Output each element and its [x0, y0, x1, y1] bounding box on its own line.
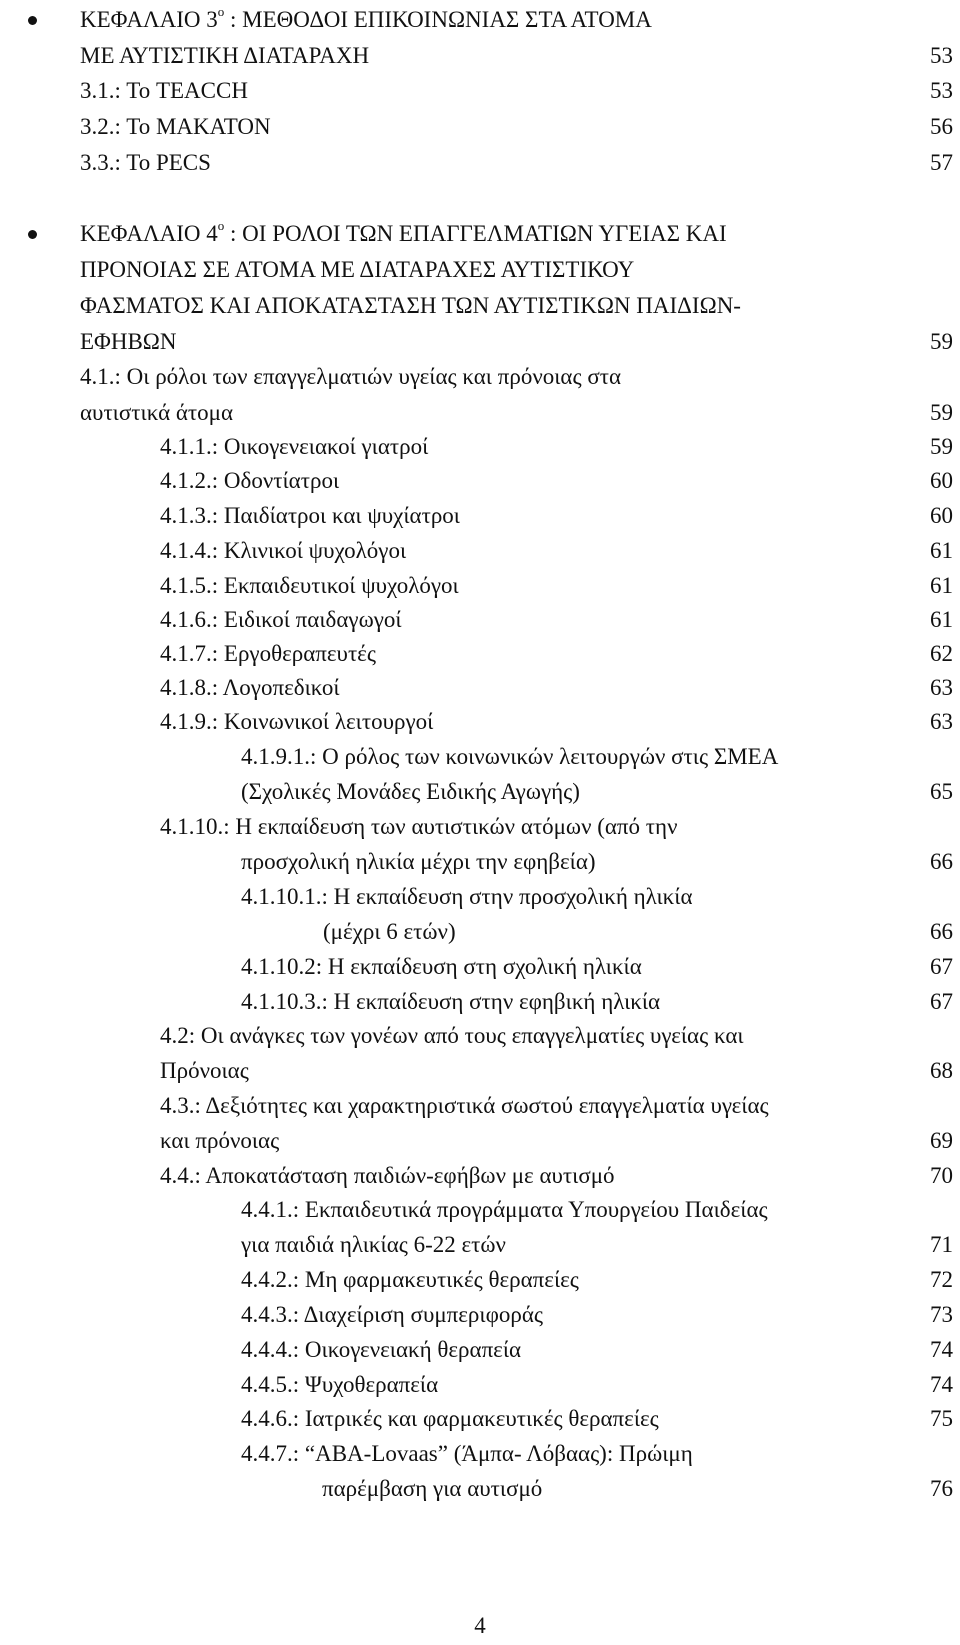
- toc-line: [0, 429, 960, 465]
- toc-entry-text: αυτιστικά άτομα: [80, 400, 234, 425]
- toc-entry-text: ΠΡΟΝΟΙΑΣ ΣΕ ΑΤΟΜΑ ΜΕ ΔΙΑΤΑΡΑΧΕΣ ΑΥΤΙΣΤΙΚΟΥ: [80, 257, 635, 282]
- ordinal-superscript: ο: [217, 218, 225, 234]
- toc-entry-text: 4.1.10.1.: Η εκπαίδευση στην προσχολική ηλικία: [241, 884, 693, 909]
- toc-line: [0, 498, 960, 534]
- toc-entry-text: 4.1.9.: Κοινωνικοί λειτουργοί: [160, 709, 434, 734]
- toc-page-number: 74: [930, 1337, 953, 1362]
- toc-page-number: 66: [930, 849, 953, 874]
- toc-entry-text: 4.1.6.: Ειδικοί παιδαγωγοί: [160, 607, 402, 632]
- toc-entry-text: 4.1.3.: Παιδίατροι και ψυχίατροι: [160, 503, 460, 528]
- toc-page-number: 68: [930, 1058, 953, 1083]
- bullet-icon: [28, 16, 37, 25]
- toc-page-number: 67: [930, 954, 953, 979]
- toc-line: [0, 1367, 960, 1403]
- toc-line: [0, 568, 960, 604]
- toc-entry-text: 3.3.: Το PECS: [80, 150, 211, 175]
- toc-line: [0, 288, 960, 324]
- toc-line: [0, 1158, 960, 1194]
- toc-line: [0, 739, 960, 775]
- toc-line: [0, 395, 960, 431]
- toc-line: [0, 1471, 960, 1507]
- toc-entry-text-part: ΚΕΦΑΛΑΙΟ 4: [80, 221, 218, 246]
- toc-line: [0, 38, 960, 74]
- toc-entry-text-part: : ΟΙ ΡΟΛΟΙ ΤΩΝ ΕΠΑΓΓΕΛΜΑΤΙΩΝ ΥΓΕΙΑΣ ΚΑΙ: [224, 221, 727, 246]
- ordinal-superscript: ο: [217, 4, 225, 20]
- toc-line: [0, 216, 960, 252]
- toc-page-number: 60: [930, 468, 953, 493]
- bullet-icon: [28, 230, 37, 239]
- toc-entry-text: 4.4.4.: Οικογενειακή θεραπεία: [241, 1337, 522, 1362]
- toc-page-number: 59: [930, 400, 953, 425]
- toc-page-number: 56: [930, 114, 953, 139]
- toc-line: [0, 1227, 960, 1263]
- toc-page-number: 76: [930, 1476, 953, 1501]
- toc-page-number: 63: [930, 709, 953, 734]
- toc-entry-text: 4.4.7.: “ABA-Lovaas” (Άμπα- Λόβαας): Πρώιμη: [241, 1441, 693, 1466]
- toc-entry-text: 4.4.3.: Διαχείριση συμπεριφοράς: [241, 1302, 544, 1327]
- toc-line: [0, 670, 960, 706]
- toc-line: [0, 1192, 960, 1228]
- toc-page-number: 61: [930, 607, 953, 632]
- toc-line: [0, 1297, 960, 1333]
- toc-page-number: 73: [930, 1302, 953, 1327]
- toc-entry-text: (Σχολικές Μονάδες Ειδικής Αγωγής): [241, 779, 580, 804]
- toc-page-number: 71: [930, 1232, 953, 1257]
- toc-entry-text: 4.4.6.: Ιατρικές και φαρμακευτικές θεραπείες: [241, 1406, 659, 1431]
- toc-entry-text: 4.1.8.: Λογοπεδικοί: [160, 675, 340, 700]
- toc-entry-text: παρέμβαση για αυτισμό: [322, 1476, 543, 1501]
- toc-entry-text: 4.1.5.: Εκπαιδευτικοί ψυχολόγοι: [160, 573, 459, 598]
- toc-entry-text: και πρόνοιας: [160, 1128, 280, 1153]
- toc-entry-text: ΜΕ ΑΥΤΙΣΤΙΚΗ ΔΙΑΤΑΡΑΧΗ: [80, 43, 370, 68]
- toc-entry-text: για παιδιά ηλικίας 6-22 ετών: [241, 1232, 506, 1257]
- toc-page-number: 65: [930, 779, 953, 804]
- toc-line: [0, 809, 960, 845]
- toc-page-number: 60: [930, 503, 953, 528]
- toc-page-number: 57: [930, 150, 953, 175]
- toc-page-number: 53: [930, 78, 953, 103]
- toc-entry-text-part: ΚΕΦΑΛΑΙΟ 3: [80, 7, 218, 32]
- toc-line: [0, 1088, 960, 1124]
- toc-entry-text: 4.1.2.: Οδοντίατροι: [160, 468, 340, 493]
- toc-entry-text: 3.1.: Το TEACCH: [80, 78, 248, 103]
- toc-entry-text: ΦΑΣΜΑΤΟΣ ΚΑΙ ΑΠΟΚΑΤΑΣΤΑΣΗ ΤΩΝ ΑΥΤΙΣΤΙΚΩΝ ΠΑΙΔΙΩΝ-: [80, 293, 741, 318]
- toc-page-number: 66: [930, 919, 953, 944]
- toc-entry-text: 4.1.7.: Εργοθεραπευτές: [160, 641, 376, 666]
- toc-line: [0, 636, 960, 672]
- toc-line: [0, 1401, 960, 1437]
- toc-line: [0, 1123, 960, 1159]
- toc-page-number: 74: [930, 1372, 953, 1397]
- toc-entry-text: 4.2: Οι ανάγκες των γονέων από τους επαγγελματίες υγείας και: [160, 1023, 744, 1048]
- toc-entry-text: 4.1.10.2: Η εκπαίδευση στη σχολική ηλικία: [241, 954, 642, 979]
- toc-entry-text: 4.4.1.: Εκπαιδευτικά προγράμματα Υπουργείου Παιδείας: [241, 1197, 768, 1222]
- toc-line: [0, 324, 960, 360]
- toc-entry-text: 4.1.: Οι ρόλοι των επαγγελματιών υγείας και πρόνοιας στα: [80, 364, 622, 389]
- toc-line: [0, 252, 960, 288]
- toc-line: [0, 2, 960, 38]
- toc-line: [0, 109, 960, 145]
- toc-page-number: 59: [930, 434, 953, 459]
- toc-page-number: 69: [930, 1128, 953, 1153]
- toc-page-number: 53: [930, 43, 953, 68]
- toc-entry-text: Πρόνοιας: [160, 1058, 249, 1083]
- toc-line: [0, 1053, 960, 1089]
- toc-line: [0, 533, 960, 569]
- toc-entry-text: 3.2.: Το ΜΑΚΑΤΟΝ: [80, 114, 271, 139]
- toc-entry-text: (μέχρι 6 ετών): [323, 919, 456, 944]
- toc-entry-text-part: : ΜΕΘΟΔΟΙ ΕΠΙΚΟΙΝΩΝΙΑΣ ΣΤΑ ΑΤΟΜΑ: [224, 7, 652, 32]
- toc-page-number: 61: [930, 573, 953, 598]
- toc-entry-text: 4.1.9.1.: Ο ρόλος των κοινωνικών λειτουργών στις ΣΜΕΑ: [241, 744, 779, 769]
- toc-line: [0, 463, 960, 499]
- toc-entry-text: 4.1.4.: Κλινικοί ψυχολόγοι: [160, 538, 407, 563]
- toc-entry-text: 4.1.1.: Οικογενειακοί γιατροί: [160, 434, 429, 459]
- toc-line: [0, 359, 960, 395]
- toc-line: [0, 774, 960, 810]
- toc-line: [0, 879, 960, 915]
- toc-line: [0, 984, 960, 1020]
- toc-page-number: 61: [930, 538, 953, 563]
- toc-line: [0, 73, 960, 109]
- toc-line: [0, 1018, 960, 1054]
- toc-line: [0, 602, 960, 638]
- toc-page-number: 70: [930, 1163, 953, 1188]
- toc-line: [0, 1436, 960, 1472]
- toc-line: [0, 145, 960, 181]
- toc-line: [0, 1332, 960, 1368]
- toc-entry-text: 4.4.5.: Ψυχοθεραπεία: [241, 1372, 439, 1397]
- toc-entry-text: 4.4.: Αποκατάσταση παιδιών-εφήβων με αυτισμό: [160, 1163, 615, 1188]
- toc-line: [0, 1262, 960, 1298]
- toc-line: [0, 914, 960, 950]
- toc-line: [0, 949, 960, 985]
- toc-page-number: 59: [930, 329, 953, 354]
- toc-page-number: 63: [930, 675, 953, 700]
- toc-line: [0, 844, 960, 880]
- toc-entry-text: 4.1.10.: Η εκπαίδευση των αυτιστικών ατόμων (από την: [160, 814, 678, 839]
- toc-page-number: 72: [930, 1267, 953, 1292]
- toc-entry-text: [80, 2, 652, 38]
- toc-entry-text: 4.3.: Δεξιότητες και χαρακτηριστικά σωστού επαγγελματία υγείας: [160, 1093, 769, 1118]
- toc-line: [0, 704, 960, 740]
- toc-entry-text: 4.1.10.3.: Η εκπαίδευση στην εφηβική ηλικία: [241, 989, 661, 1014]
- toc-entry-text: 4.4.2.: Μη φαρμακευτικές θεραπείες: [241, 1267, 579, 1292]
- toc-entry-text: ΕΦΗΒΩΝ: [80, 329, 177, 354]
- toc-entry-text: [80, 216, 727, 252]
- toc-page-number: 62: [930, 641, 953, 666]
- toc-page-number: 75: [930, 1406, 953, 1431]
- page-number: 4: [474, 1613, 486, 1638]
- toc-page-number: 67: [930, 989, 953, 1014]
- toc-entry-text: προσχολική ηλικία μέχρι την εφηβεία): [241, 849, 596, 874]
